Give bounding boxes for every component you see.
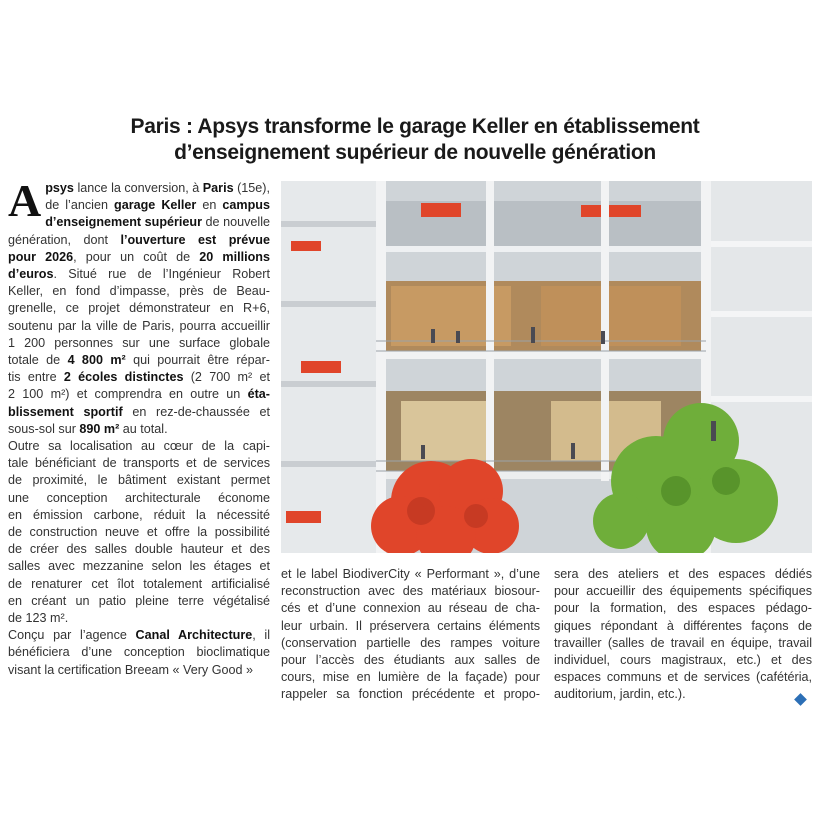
text-run: bénéficiera d’une conception bioclimatique	[8, 645, 270, 660]
text-line	[8, 232, 270, 249]
text-line: et le label BiodiverCity « Performant », d’une	[281, 567, 540, 581]
bold-run: 20 millions	[199, 249, 270, 264]
bold-run: garage Keller	[114, 198, 197, 213]
text-line	[8, 662, 270, 679]
text-run: qui pourrait être répar-	[125, 353, 270, 368]
text-run: grenelle, ce projet démonstrateur en R+6,	[8, 301, 270, 316]
text-line	[8, 438, 270, 455]
bold-run: éta-	[247, 387, 270, 402]
bold-run: 4 800 m²	[67, 353, 126, 368]
column-1	[8, 175, 271, 679]
text-run: en créant un patio pleine terre végétalisé	[8, 593, 270, 608]
text-line	[8, 576, 270, 593]
text-line	[8, 386, 270, 403]
text-run: de l’ancien	[45, 198, 114, 213]
text-line	[8, 507, 270, 524]
text-line	[8, 300, 270, 317]
text-line: giques répondant à différentes façons de	[554, 618, 812, 633]
text-line	[8, 610, 270, 627]
atrium-photo	[281, 181, 812, 553]
column-3	[554, 566, 812, 704]
text-run: de 123 m².	[8, 611, 69, 626]
text-run: de nouvelle	[202, 215, 271, 230]
bold-run: 890 m²	[79, 421, 120, 436]
text-run: en émission carbone, réduit la nécessité	[8, 507, 270, 522]
bold-run: blissement sportif	[8, 404, 123, 419]
bold-run: d’enseignement supérieur	[45, 215, 203, 230]
text-line: pour accueillir des équipements spécifiques	[554, 584, 812, 599]
text-line: rappeler sa fonction précédente et propo-	[281, 687, 540, 702]
text-line	[8, 249, 270, 266]
article-title	[60, 114, 770, 166]
text-run: Keller, en fond d’impasse, près de Beau-	[8, 284, 270, 299]
text-line	[8, 455, 270, 472]
text-line: travailler (salles de travail en équipe, travail	[554, 635, 812, 650]
text-line: sera des ateliers et des espaces dédiés	[554, 567, 812, 581]
text-run: de construction neuve et offre la possibilité	[8, 525, 270, 540]
text-line	[8, 472, 270, 489]
text-line	[8, 283, 270, 300]
text-line: cours, mise en lumière de la façade) pour	[281, 670, 540, 685]
text-line	[8, 524, 270, 541]
text-line	[8, 369, 270, 386]
text-run: de créer des salles double hauteur et des	[8, 542, 270, 557]
text-line: pour la formation, des espaces pédago-	[554, 601, 812, 616]
text-run: 1 200 personnes sur une surface globale	[8, 335, 270, 350]
text-line	[8, 266, 270, 283]
drop-cap: A	[8, 175, 42, 226]
text-line: espaces communs et de services (cafétéria,	[554, 670, 812, 685]
text-line	[8, 404, 270, 421]
atrium-illustration	[281, 181, 812, 553]
text-run: totale de	[8, 353, 68, 368]
text-line: pour l’accès des étudiants aux salles de	[281, 653, 540, 668]
text-line	[8, 180, 270, 197]
text-run: de renaturer cet îlot totalement artificialisé	[8, 576, 270, 591]
bold-run: 2 écoles distinctes	[63, 370, 184, 385]
text-line: individuel, cours magistraux, etc.) et des	[554, 653, 812, 668]
text-line	[8, 352, 270, 369]
bold-run: l’ouverture est prévue	[120, 232, 270, 247]
text-run: (2 700 m² et	[183, 370, 270, 385]
bold-run: psys	[45, 181, 74, 195]
bold-run: Paris	[202, 181, 234, 195]
text-run: (15e),	[233, 181, 270, 195]
text-run: lance la conversion, à	[73, 181, 203, 195]
text-line	[8, 490, 270, 507]
text-line	[8, 318, 270, 335]
text-run: sous-sol sur	[8, 421, 80, 436]
text-run: 2 100 m²) et comprendra en outre un	[8, 387, 248, 402]
text-line: (conservation partielle des rampes voiture	[281, 635, 540, 650]
text-run: de proximité, le bâtiment existant permet	[8, 473, 270, 488]
text-run: , pour un coût de	[73, 249, 200, 264]
text-line: leur urbain. Il préservera certains éléments	[281, 618, 540, 633]
text-run: tale bénéficiant de transports et de services	[8, 456, 270, 471]
text-run: . Situé rue de l’Ingénieur Robert	[53, 267, 270, 282]
text-line: cés et d’une connexion au réseau de cha-	[281, 601, 540, 616]
text-run: génération, dont	[8, 232, 121, 247]
text-run: Conçu par l’agence	[8, 628, 136, 643]
text-run: en	[196, 198, 223, 213]
text-run: en rez-de-chaussée et	[122, 404, 271, 419]
text-run: salles avec mezzanine selon les étages et	[8, 559, 270, 574]
text-run: tis entre	[8, 370, 64, 385]
bold-run: d’euros	[8, 267, 54, 282]
text-line: reconstruction avec des matériaux biosour-	[281, 584, 540, 599]
text-line: auditorium, jardin, etc.).	[554, 687, 686, 702]
text-line	[8, 421, 270, 438]
bold-run: campus	[222, 198, 270, 213]
bold-run: Canal Architecture	[135, 628, 253, 643]
text-line	[8, 214, 270, 231]
bold-run: pour 2026	[8, 249, 74, 264]
text-run: une conception architecturale économe	[8, 490, 270, 505]
text-run: au total.	[119, 421, 168, 436]
text-run: , il	[252, 628, 271, 643]
text-line	[8, 197, 270, 214]
text-run: soutenu par la ville de Paris, pourra accueillir	[8, 318, 270, 333]
text-line	[8, 593, 270, 610]
title-line-1: Paris : Apsys transforme le garage Keller en établissement	[130, 115, 700, 138]
text-line	[8, 558, 270, 575]
text-run: Outre sa localisation au cœur de la capi-	[8, 439, 270, 454]
text-line	[8, 541, 270, 558]
text-line	[8, 644, 270, 661]
text-run: visant la certification Breeam « Very Good »	[8, 662, 253, 677]
text-line	[8, 627, 270, 644]
title-line-2: d’enseignement supérieur de nouvelle génération	[174, 141, 656, 164]
column-2	[281, 566, 540, 704]
text-line	[8, 335, 270, 352]
